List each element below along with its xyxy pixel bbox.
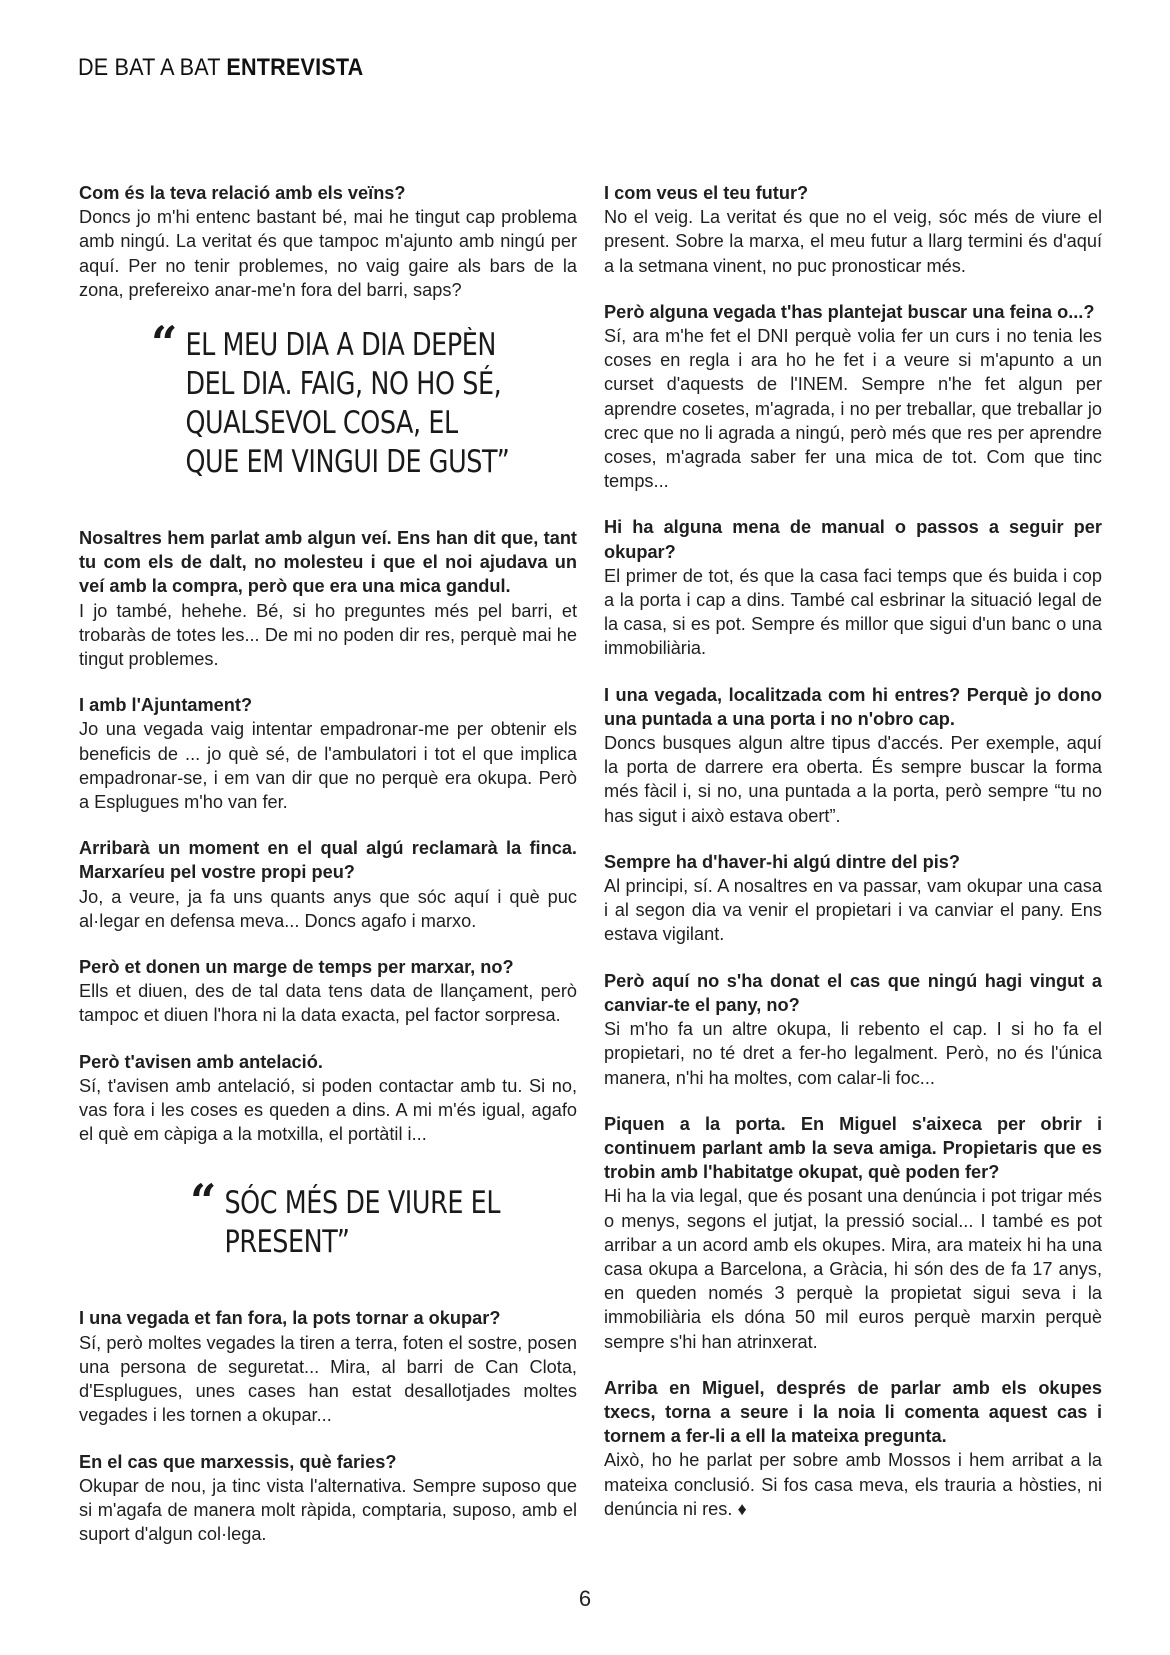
answer: Ells et diuen, des de tal data tens data de llançament, però tampoc et diuen l'hora ni la data exacta, pel factor sorpresa. — [79, 981, 577, 1026]
qa-block — [79, 836, 577, 933]
qa-block — [604, 850, 1102, 947]
question: Com és la teva relació amb els veïns? — [79, 183, 406, 203]
qa-block — [79, 1050, 577, 1147]
question: Arribarà un moment en el qual algú reclamarà la finca. Marxaríeu pel vostre propi peu? — [79, 838, 577, 883]
answer: No el veig. La veritat és que no el veig, sóc més de viure el present. Sobre la marxa, el meu futur a llarg termini és d'aquí a la setmana vinent, no puc pronosticar més. — [604, 207, 1102, 276]
section-name: DE BAT A BAT — [78, 54, 221, 81]
question: Nosaltres hem parlat amb algun veí. Ens han dit que, tant tu com els de dalt, no molesteu i que el noi ajudava un veí amb la compra, però que era una mica gandul. — [79, 528, 577, 597]
pull-quote-text: SÓC MÉS DE VIURE EL PRESENT” — [224, 1185, 501, 1261]
answer: Al principi, sí. A nosaltres en va passar, vam okupar una casa i al segon dia va venir el propietari i va canviar el pany. Ens estava vigilant. — [604, 876, 1102, 945]
question: I amb l'Ajuntament? — [79, 695, 253, 716]
answer: Sí, però moltes vegades la tiren a terra, foten el sostre, posen una persona de seguretat... Mira, al barri de Can Clota, d'Esplugues, unes cases han estat desallotjades moltes vegades i les tornen a okupar... — [79, 1332, 577, 1426]
answer: El primer de tot, és que la casa faci temps que és buida i cop a la porta i cap a dins. També cal esbrinar la situació legal de la casa, si es pot. Sempre és millor que sigui d'un banc o una immobiliària. — [604, 565, 1102, 659]
qa-block — [604, 1376, 1102, 1521]
answer: Sí, t'avisen amb antelació, si poden contactar amb tu. Si no, vas fora i les coses es queden a dins. A mi m'és igual, agafo el què em càpiga a la motxilla, el portàtil i... — [79, 1075, 577, 1145]
qa-block — [604, 515, 1102, 660]
answer: Això, ho he parlat per sobre amb Mossos i hem arribat a la mateixa conclusió. Si fos casa meva, els trauria a hòsties, ni denúncia ni res. ♦ — [604, 1450, 1102, 1519]
answer: I jo també, hehehe. Bé, si ho preguntes més pel barri, et trobaràs de totes les... De mi no poden dir res, perquè mai he tingut problemes. — [79, 600, 577, 670]
section-header — [78, 54, 363, 82]
qa-block — [79, 526, 577, 671]
answer: Doncs jo m'hi entenc bastant bé, mai he tingut cap problema amb ningú. La veritat és que tampoc m'ajunto amb ningú per aquí. Per no tenir problemes, no vaig gaire als bars de la zona, prefereixo anar-me'n fora del barri, saps? — [79, 207, 577, 300]
question: Però t'avisen amb antelació. — [79, 1051, 323, 1072]
question: Però alguna vegada t'has plantejat buscar una feina o...? — [604, 301, 1095, 322]
pull-quote — [151, 316, 571, 482]
qa-block — [604, 300, 1102, 494]
qa-block — [604, 683, 1102, 828]
qa-block — [79, 1306, 577, 1427]
answer: Doncs busques algun altre tipus d'accés. Per exemple, aquí la porta de darrere era oberta. És sempre buscar la forma més fàcil i, si no, una puntada a la porta, però sempre “tu no has sigut i això estava obert”. — [604, 733, 1102, 826]
page-number: 6 — [578, 1586, 592, 1611]
quote-mark-icon: “ — [151, 316, 177, 371]
answer: Jo, a veure, ja fa uns quants anys que sóc aquí i què puc al·legar en defensa meva... Doncs agafo i marxo. — [79, 886, 577, 931]
question: Però et donen un marge de temps per marxar, no? — [79, 957, 514, 978]
qa-block — [604, 1112, 1102, 1354]
section-title: ENTREVISTA — [226, 54, 364, 81]
pull-quote-text: EL MEU DIA A DIA DEPÈN DEL DIA. FAIG, NO HO SÉ, QUALSEVOL COSA, EL QUE EM VINGUI DE GUST” — [185, 327, 510, 481]
qa-block — [604, 181, 1102, 278]
right-column — [604, 181, 1102, 1543]
question: Sempre ha d'haver-hi algú dintre del pis? — [604, 851, 961, 872]
qa-block — [79, 181, 577, 302]
question: I una vegada et fan fora, la pots tornar a okupar? — [79, 1308, 501, 1329]
question: Piquen a la porta. En Miguel s'aixeca per obrir i continuem parlant amb la seva amiga. Propietaris que es trobin amb l'habitatge okupat, què poden fer? — [604, 1113, 1102, 1183]
qa-block — [604, 969, 1102, 1090]
qa-block — [79, 955, 577, 1028]
question: Però aquí no s'ha donat el cas que ningú hagi vingut a canviar-te el pany, no? — [604, 970, 1102, 1015]
left-column — [79, 181, 577, 1568]
question: I com veus el teu futur? — [604, 183, 809, 203]
quote-mark-icon: “ — [190, 1174, 216, 1229]
qa-block — [79, 693, 577, 814]
question: En el cas que marxessis, què faries? — [79, 1451, 397, 1472]
question: Arriba en Miguel, després de parlar amb els okupes txecs, torna a seure i la noia li comenta aquest cas i tornem a fer-li a ell la mateixa pregunta. — [604, 1377, 1102, 1447]
answer: Jo una vegada vaig intentar empadronar-me per obtenir els beneficis de ... jo què sé, de l'ambulatori i tot el que implica empadronar-se, i em van dir que no perquè era okupa. Però a Esplugues m'ho van fer. — [79, 719, 577, 813]
question: Hi ha alguna mena de manual o passos a seguir per okupar? — [604, 517, 1102, 562]
answer: Si m'ho fa un altre okupa, li rebento el cap. I si ho fa el propietari, no té dret a fer-ho legalment. Però, no és l'única manera, n'hi ha moltes, com calar-li foc... — [604, 1019, 1102, 1088]
question: I una vegada, localitzada com hi entres? Perquè jo dono una puntada a una porta i no n'obro cap. — [604, 684, 1102, 729]
answer: Hi ha la via legal, que és posant una denúncia i pot trigar més o menys, segons el jutjat, la pressió social... I també es pot arribar a un acord amb els okupes. Mira, ara mateix hi ha una casa okupa a Barcelona, a Gràcia, hi són des de fa 17 anys, en queden només 3 perquè la propietat sigui seva i la immobiliària els dóna 50 mil euros perquè marxin perquè sempre s'hi han atrinxerat. — [604, 1186, 1102, 1352]
answer: Okupar de nou, ja tinc vista l'alternativa. Sempre suposo que si m'agafa de manera molt ràpida, comptaria, suposo, amb el suport d'algun col·lega. — [79, 1475, 577, 1545]
pull-quote — [190, 1174, 570, 1262]
answer: Sí, ara m'he fet el DNI perquè volia fer un curs i no tenia les coses en regla i ara ho he fet i a veure si m'apunto a un curset d'aquests de l'INEM. Sempre n'he fet algun per aprendre cosetes, m'agrada, i no per treballar, que treballar jo crec que no li agrada a ningú, però més que res per aprendre coses, m'agrada saber fer una mica de tot. Com que tinc temps... — [604, 326, 1102, 492]
qa-block — [79, 1450, 577, 1547]
